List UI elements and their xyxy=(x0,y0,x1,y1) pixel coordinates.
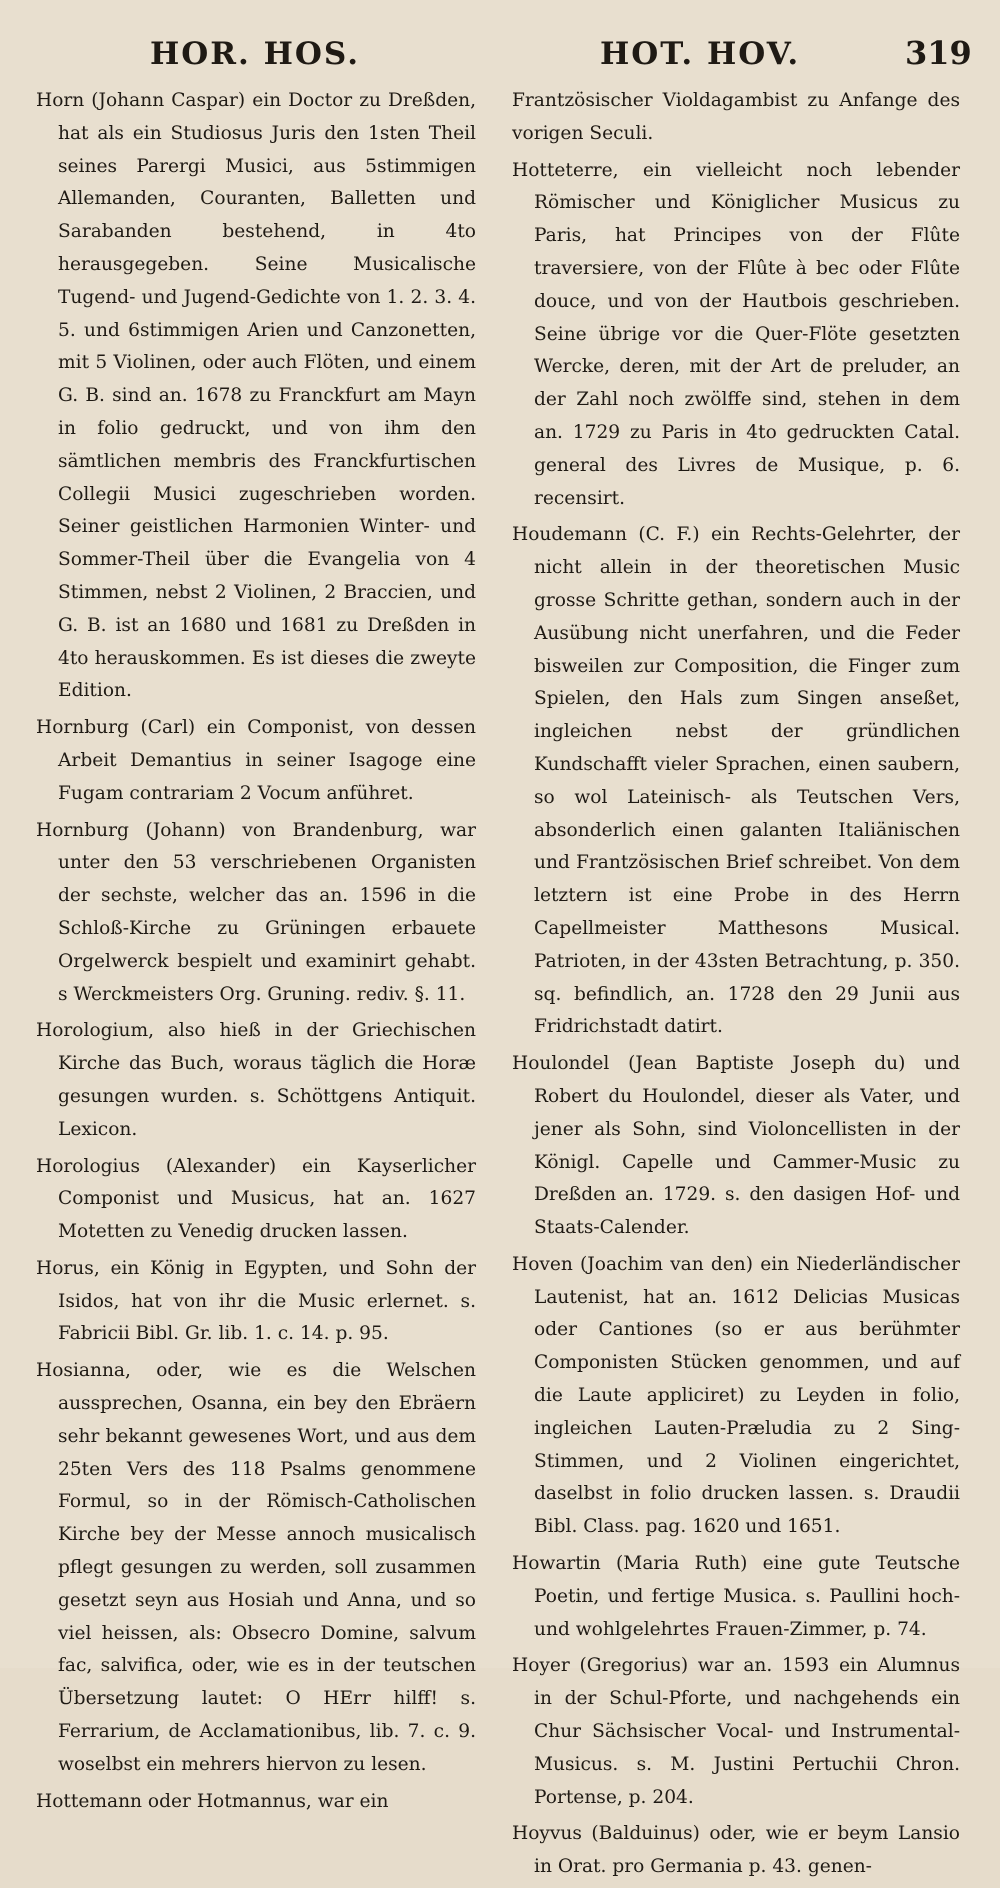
entry-hoyer: Hoyer (Gregorius) war an. 1593 ein Alumnus in der Schul-Pforte, und nachgehends ein Chur Sächsischer Vocal- und Instrumental-Musicus. s. M. Justini Pertuchii Chron. Portense, p. 204. xyxy=(512,1655,960,1808)
entry-hoven: Hoven (Joachim van den) ein Niederländischer Lautenist, hat an. 1612 Delicias Musicas oder Cantiones (so er aus berühmter Componisten Stücken genommen, und auf die Laute appliciret) zu Leyden in folio, ingleichen Lauten-Præludia zu 2 Sing-Stimmen, und 2 Violinen eingerichtet, daselbst in folio drucken lassen. s. Draudii Bibl. Class. pag. 1620 und 1651. xyxy=(512,1253,960,1538)
entry-hottemann-continued: Frantzösischer Violdagambist zu Anfange des vorigen Seculi. xyxy=(512,90,960,144)
entry-hottemann: Hottemann oder Hotmannus, war ein xyxy=(36,1790,389,1812)
entry-hornburg-carl: Hornburg (Carl) ein Componist, von dessen Arbeit Demantius in seiner Isagoge eine Fugam contrariam 2 Vocum anführet. xyxy=(36,717,476,804)
entry-hosianna: Hosianna, oder, wie es die Welschen aussprechen, Osanna, ein bey den Ebräern sehr bekannt gewesenes Wort, und aus dem 25ten Vers des 118 Psalms genommene Formul, so in der Römisch-Catholischen Kirche bey der Messe annoch musicalisch pflegt gesungen zu werden, soll zusammen gesetzt seyn aus Hosiah und Anna, und so viel heissen, als: Obsecro Domine, salvum fac, salvifica, oder, wie es in der teutschen Übersetzung lautet: O HErr hilff! s. Ferrarium, de Acclamationibus, lib. 7. c. 9. woselbst ein mehrers hiervon zu lesen. xyxy=(36,1360,476,1775)
entry-horus: Horus, ein König in Egypten, und Sohn der Isidos, hat von ihr die Music erlernet. s. Fabricii Bibl. Gr. lib. 1. c. 14. p. 95. xyxy=(36,1257,476,1345)
entry-hotteterre: Hotteterre, ein vielleicht noch lebender Römischer und Königlicher Musicus zu Paris, hat Principes von der Flûte traversiere, von der Flûte à bec oder Flûte douce, und von der Hautbois geschrieben. Seine übrige vor die Quer-Flöte gesetzten Wercke, deren, mit der Art de preluder, an der Zahl noch zwölffe sind, stehen in dem an. 1729 zu Paris in 4to gedruckten Catal. general des Livres de Musique, p. 6. recensirt. xyxy=(512,159,960,509)
header-left-catchwords: HOR. HOS. xyxy=(150,36,361,72)
entry-houlondel: Houlondel (Jean Baptiste Joseph du) und Robert du Houlondel, dieser als Vater, und jener als Sohn, sind Violoncellisten in der Königl. Capelle und Cammer-Music zu Dreßden an. 1729. s. den dasigen Hof- und Staats-Calender. xyxy=(512,1053,960,1239)
entry-houdemann: Houdemann (C. F.) ein Rechts-Gelehrter, der nicht allein in der theoretischen Music grosse Schritte gethan, sondern auch in der Ausübung nicht unerfahren, und die Feder bisweilen zur Composition, die Finger zum Spielen, den Hals zum Singen anseßet, ingleichen nebst der gründlichen Kundschafft vieler Sprachen, einen saubern, so wol Lateinisch- als Teutschen Vers, absonderlich einen galanten Italiänischen und Frantzösischen Brief schreibet. Von dem letztern ist eine Probe in des Herrn Capellmeister Matthesons Musical. Patrioten, in der 43sten Betrachtung, p. 350. sq. befindlich, an. 1728 den 29 Junii aus Fridrichstadt datirt. xyxy=(512,524,960,1038)
left-column xyxy=(36,85,476,1822)
header-right-catchwords: HOT. HOV. xyxy=(600,36,801,72)
page-header xyxy=(0,30,1000,80)
entry-horologium: Horologium, also hieß in der Griechischen Kirche das Buch, woraus täglich die Horæ gesungen wurden. s. Schöttgens Antiquit. Lexicon. xyxy=(36,1020,476,1140)
entry-hornburg-johann: Hornburg (Johann) von Brandenburg, war unter den 53 verschriebenen Organisten der sechste, welcher das an. 1596 in die Schloß-Kirche zu Grüningen erbauete Orgelwerck bespielt und examinirt gehabt. s Werckmeisters Org. Gruning. rediv. §. 11. xyxy=(36,819,476,1005)
right-column xyxy=(512,85,960,1888)
page-number: 319 xyxy=(905,34,972,72)
entry-hoyvus: Hoyvus (Balduinus) oder, wie er beym Lansio in Orat. pro Germania p. 43. genen- xyxy=(512,1823,960,1878)
entry-howartin: Howartin (Maria Ruth) eine gute Teutsche Poetin, und fertige Musica. s. Paullini hoch- und wohlgelehrtes Frauen-Zimmer, p. 74. xyxy=(512,1553,960,1640)
entry-horn-johann-caspar: Horn (Johann Caspar) ein Doctor zu Dreßden, hat als ein Studiosus Juris den 1sten Theil seines Parergi Musici, aus 5stimmigen Allemanden, Couranten, Balletten und Sarabanden bestehend, in 4to herausgegeben. Seine Musicalische Tugend- und Jugend-Gedichte von 1. 2. 3. 4. 5. und 6stimmigen Arien und Canzonetten, mit 5 Violinen, oder auch Flöten, und einem G. B. sind an. 1678 zu Franckfurt am Mayn in folio gedruckt, und von ihm den sämtlichen membris des Franckfurtischen Collegii Musici zugeschrieben worden. Seiner geistlichen Harmonien Winter- und Sommer-Theil über die Evangelia von 4 Stimmen, nebst 2 Violinen, 2 Braccien, und G. B. ist an 1680 und 1681 zu Dreßden in 4to herauskommen. Es ist dieses die zweyte Edition. xyxy=(36,90,476,702)
entry-horologius: Horologius (Alexander) ein Kayserlicher Componist und Musicus, hat an. 1627 Motetten zu Venedig drucken lassen. xyxy=(36,1155,476,1243)
